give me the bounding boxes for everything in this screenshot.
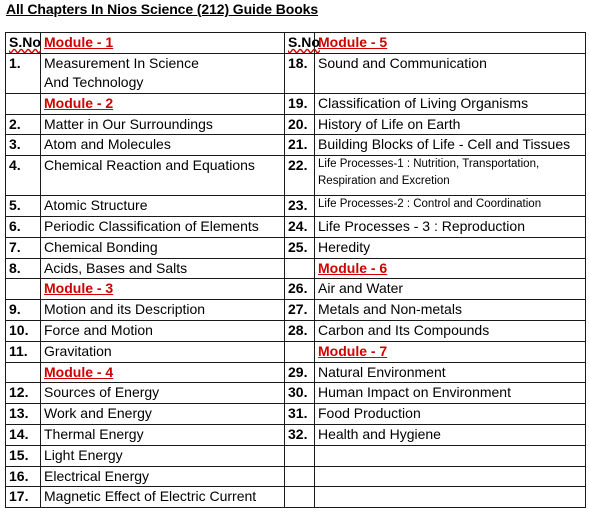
table-row [6, 383, 586, 404]
chapter-title-line: Motion and its Description [44, 301, 206, 318]
serial-number-left: 4. [6, 156, 41, 196]
chapter-title-right [315, 216, 586, 237]
chapter-title-line: Life Processes-1 : Nutrition, Transportation, [318, 158, 540, 171]
module-heading-left: Module - 2 [41, 93, 285, 114]
serial-number-right: 32. [285, 424, 315, 445]
table-row [6, 156, 586, 196]
empty-cell [315, 445, 586, 466]
serial-number-left: 3. [6, 135, 41, 156]
serial-number-right: 19. [285, 93, 315, 114]
chapter-title-line: Air and Water [318, 280, 404, 297]
chapter-title-left [41, 341, 285, 362]
chapter-title-line: Chemical Bonding [44, 238, 158, 255]
chapter-title-left [41, 383, 285, 404]
chapter-title-left [41, 445, 285, 466]
serial-number-right [285, 487, 315, 508]
serial-number-right: 23. [285, 196, 315, 217]
serial-number-right: 31. [285, 404, 315, 425]
table-row [6, 114, 586, 135]
chapter-title-line: Carbon and Its Compounds [318, 321, 490, 338]
chapter-title-left [41, 258, 285, 279]
table-row [6, 466, 586, 487]
chapter-title-left [41, 404, 285, 425]
serial-number-right: 20. [285, 114, 315, 135]
serial-number-right: 18. [285, 53, 315, 93]
chapter-title-right [315, 424, 586, 445]
chapter-title-right [315, 362, 586, 383]
serial-number-left: 1. [6, 53, 41, 93]
table-row [6, 279, 586, 300]
chapter-title-line: Life Processes-2 : Control and Coordination [318, 198, 542, 211]
chapter-title-line: Work and Energy [44, 405, 152, 422]
chapter-title-right [315, 196, 586, 217]
serial-number-left [6, 279, 41, 300]
chapter-title-line: Measurement In Science [44, 54, 199, 71]
chapter-title-right [315, 156, 586, 196]
serial-number-right: 24. [285, 216, 315, 237]
table-row [6, 404, 586, 425]
serial-number-left [6, 362, 41, 383]
chapter-title-right [315, 53, 586, 93]
serial-number-left: 5. [6, 196, 41, 217]
chapters-table [5, 32, 586, 508]
module-heading-right: Module - 5 [315, 33, 586, 54]
serial-number-right: 22. [285, 156, 315, 196]
chapter-title-line: Metals and Non-metals [318, 301, 462, 318]
serial-number-right: 25. [285, 237, 315, 258]
serial-number-left: 16. [6, 466, 41, 487]
chapter-title-left [41, 196, 285, 217]
chapter-title-line: Natural Environment [318, 363, 446, 380]
chapter-title-right [315, 300, 586, 321]
chapter-title-left [41, 135, 285, 156]
chapter-title-left [41, 216, 285, 237]
serial-number-right: 28. [285, 320, 315, 341]
chapter-title-line: Building Blocks of Life - Cell and Tissues [318, 136, 571, 153]
chapter-title-right [315, 279, 586, 300]
table-row [6, 362, 586, 383]
serial-number-right: 29. [285, 362, 315, 383]
serial-number-left: 15. [6, 445, 41, 466]
chapter-title-right [315, 320, 586, 341]
serial-number-left: 17. [6, 487, 41, 508]
serial-number-right: 27. [285, 300, 315, 321]
table-row [6, 216, 586, 237]
chapter-title-right [315, 237, 586, 258]
module-heading-right: Module - 6 [315, 258, 586, 279]
chapter-title-left [41, 466, 285, 487]
chapter-title-line: Chemical Reaction and Equations [44, 157, 255, 174]
chapter-title-line: Light Energy [44, 446, 123, 463]
chapter-title-line: Thermal Energy [44, 425, 144, 442]
chapter-title-right [315, 93, 586, 114]
chapter-title-line: Health and Hygiene [318, 425, 441, 442]
serial-number-right [285, 341, 315, 362]
chapter-title-right [315, 404, 586, 425]
chapter-title-line: Food Production [318, 405, 421, 422]
serial-number-left: 7. [6, 237, 41, 258]
table-row [6, 258, 586, 279]
chapter-title-line: Sound and Communication [318, 54, 487, 71]
serial-number-right [285, 466, 315, 487]
chapter-title-line: History of Life on Earth [318, 115, 461, 132]
table-row [6, 445, 586, 466]
serial-number-right: 26. [285, 279, 315, 300]
module-heading-right: Module - 7 [315, 341, 586, 362]
empty-cell [315, 466, 586, 487]
sn-header-right: S.No [285, 33, 315, 54]
table-row [6, 135, 586, 156]
serial-number-left: 9. [6, 300, 41, 321]
table-row [6, 320, 586, 341]
chapter-title-left [41, 237, 285, 258]
table-row [6, 53, 586, 93]
chapter-title-line: Respiration and Excretion [318, 175, 450, 188]
chapter-title-line: Atom and Molecules [44, 136, 171, 153]
table-row [6, 93, 586, 114]
module-heading-left: Module - 4 [41, 362, 285, 383]
chapter-title-line: Gravitation [44, 342, 112, 359]
chapter-title-left [41, 320, 285, 341]
chapter-title-right [315, 383, 586, 404]
header-row [6, 33, 586, 54]
serial-number-left: 14. [6, 424, 41, 445]
serial-number-right [285, 445, 315, 466]
table-row [6, 300, 586, 321]
table-row [6, 487, 586, 508]
chapter-title-line: Life Processes - 3 : Reproduction [318, 217, 525, 234]
serial-number-left: 2. [6, 114, 41, 135]
chapter-title-line: And Technology [44, 73, 144, 90]
chapter-title-right [315, 135, 586, 156]
chapter-title-line: Force and Motion [44, 321, 153, 338]
chapter-title-line: Atomic Structure [44, 197, 148, 214]
serial-number-left: 13. [6, 404, 41, 425]
chapter-title-line: Magnetic Effect of Electric Current [44, 488, 257, 505]
serial-number-left: 8. [6, 258, 41, 279]
table-row [6, 424, 586, 445]
table-row [6, 341, 586, 362]
table-row [6, 196, 586, 217]
serial-number-right: 30. [285, 383, 315, 404]
serial-number-left [6, 93, 41, 114]
empty-cell [315, 487, 586, 508]
chapter-title-line: Acids, Bases and Salts [44, 259, 188, 276]
chapter-title-line: Electrical Energy [44, 467, 150, 484]
serial-number-left: 10. [6, 320, 41, 341]
module-heading-left: Module - 1 [41, 33, 285, 54]
serial-number-right: 21. [285, 135, 315, 156]
serial-number-left: 11. [6, 341, 41, 362]
serial-number-left: 12. [6, 383, 41, 404]
chapter-title-line: Matter in Our Surroundings [44, 115, 213, 132]
chapter-title-right [315, 114, 586, 135]
chapter-title-left [41, 300, 285, 321]
chapter-title-line: Sources of Energy [44, 384, 160, 401]
chapter-title-line: Classification of Living Organisms [318, 94, 529, 111]
chapter-title-line: Heredity [318, 238, 371, 255]
chapter-title-left [41, 424, 285, 445]
chapter-title-line: Human Impact on Environment [318, 384, 511, 401]
page-title: All Chapters In Nios Science (212) Guide Books [6, 1, 319, 17]
chapter-title-left [41, 114, 285, 135]
serial-number-left: 6. [6, 216, 41, 237]
chapter-title-left [41, 487, 285, 508]
sn-header-left: S.No [6, 33, 41, 54]
chapter-title-left [41, 156, 285, 196]
chapter-title-line: Periodic Classification of Elements [44, 217, 259, 234]
table-row [6, 237, 586, 258]
serial-number-right [285, 258, 315, 279]
chapter-title-left [41, 53, 285, 93]
module-heading-left: Module - 3 [41, 279, 285, 300]
